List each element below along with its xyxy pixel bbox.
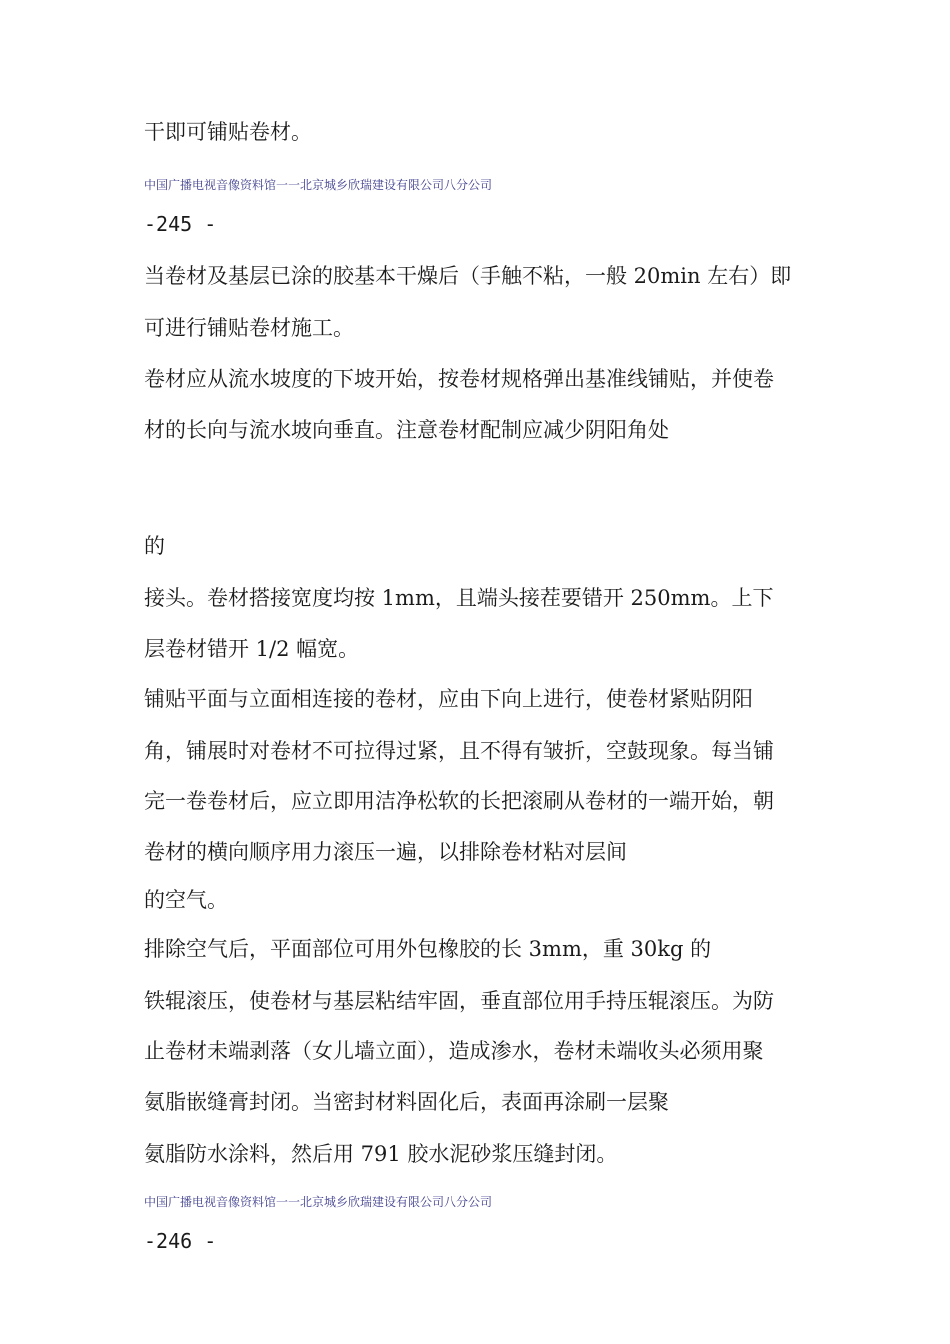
page-number: -246 - [144, 1229, 217, 1253]
paragraph-line: 铺贴平面与立面相连接的卷材，应由下向上进行，使卷材紧贴阴阳 [144, 687, 753, 711]
paragraph-line: 氨脂嵌缝膏封闭。当密封材料固化后，表面再涂刷一层聚 [144, 1090, 669, 1114]
page-header-note: 中国广播电视音像资料馆一一北京城乡欣瑞建设有限公司八分公司 [144, 1195, 493, 1209]
paragraph-line: 接头。卷材搭接宽度均按 1mm，且端头接茬要错开 250mm。上下 [144, 586, 774, 610]
page-header-note: 中国广播电视音像资料馆一一北京城乡欣瑞建设有限公司八分公司 [144, 178, 493, 192]
paragraph-line: 当卷材及基层已涂的胶基本干燥后（手触不粘，一般 20min 左右）即 [144, 264, 792, 288]
paragraph-line: 角，铺展时对卷材不可拉得过紧，且不得有皱折，空鼓现象。每当铺 [144, 739, 774, 763]
paragraph-line: 层卷材错开 1/2 幅宽。 [144, 637, 360, 661]
paragraph-line: 材的长向与流水坡向垂直。注意卷材配制应减少阴阳角处 [144, 418, 669, 442]
paragraph-line: 卷材应从流水坡度的下坡开始，按卷材规格弹出基准线铺贴，并使卷 [144, 367, 774, 391]
paragraph-line: 氨脂防水涂料，然后用 791 胶水泥砂浆压缝封闭。 [144, 1142, 618, 1166]
paragraph-line: 卷材的横向顺序用力滚压一遍，以排除卷材粘对层间 [144, 840, 627, 864]
paragraph-line: 铁辊滚压，使卷材与基层粘结牢固，垂直部位用手持压辊滚压。为防 [144, 989, 774, 1013]
paragraph-line: 排除空气后，平面部位可用外包橡胶的长 3mm，重 30kg 的 [144, 937, 712, 961]
page-number: -245 - [144, 212, 217, 236]
paragraph-line: 可进行铺贴卷材施工。 [144, 316, 354, 340]
paragraph-line: 止卷材未端剥落（女儿墙立面），造成渗水，卷材未端收头必须用聚 [144, 1039, 764, 1063]
paragraph-line: 干即可铺贴卷材。 [144, 120, 312, 144]
paragraph-line: 的空气。 [144, 888, 228, 912]
paragraph-line: 的 [144, 534, 165, 558]
paragraph-line: 完一卷卷材后，应立即用洁净松软的长把滚刷从卷材的一端开始，朝 [144, 789, 774, 813]
